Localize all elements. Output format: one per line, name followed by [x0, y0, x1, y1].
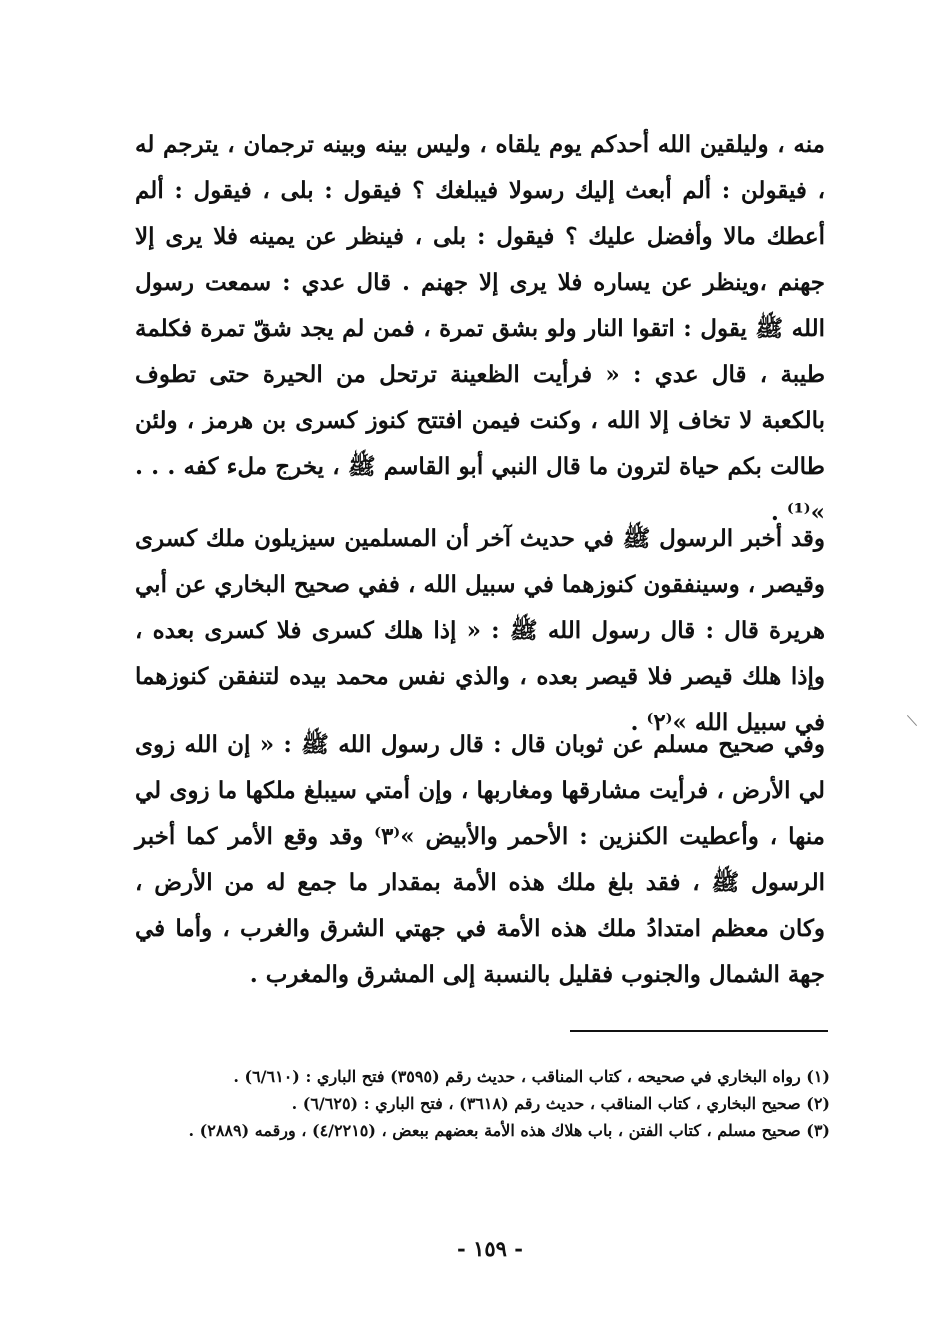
footnote-2: (٢) صحيح البخاري ، كتاب المناقب ، حديث رقم (٣٦١٨) ، فتح الباري : (٦/٦٢٥) . — [291, 1094, 830, 1113]
footnotes — [150, 1063, 830, 1144]
footnote-separator — [570, 1030, 828, 1032]
body-paragraph-1: منه ، وليلقين الله أحدكم يوم يلقاه ، وليس بينه وبينه ترجمان ، يترجم له ، فيقولن : ألم أبعث إليك رسولا فيبلغك ؟ فيقول : بلى ، فيقول : ألم أعطك مالا وأفضل عليك ؟ فيقول : بلى ، فينظر عن يمينه فلا يرى إلا جهنم ،وينظر عن يساره فلا يرى إلا جهنم . قال عدي : سمعت رسول الله ﷺ يقول : اتقوا النار ولو بشق تمرة ، فمن لم يجد شقّ تمرة فكلمة طيبة ، قال عدي : « فرأيت الظعينة ترتحل من الحيرة حتى تطوف بالكعبة لا تخاف إلا الله ، وكنت فيمن افتتح كنوز كسرى بن هرمز ، ولئن طالت بكم حياة لترون ما قال النبي أبو القاسم ﷺ ، يخرج ملء كفه . . . »⁽¹⁾ . — [135, 131, 825, 526]
margin-scan-mark — [907, 715, 917, 726]
footnote-3: (٣) صحيح مسلم ، كتاب الفتن ، باب هلاك هذه الأمة بعضهم ببعض ، (٤/٢٢١٥) ، ورقمه (٢٨٨٩) . — [188, 1121, 830, 1140]
body-paragraph-3: وفي صحيح مسلم عن ثوبان قال : قال رسول الله ﷺ : « إن الله زوى لي الأرض ، فرأيت مشارقها ومغاربها ، وإن أمتي سيبلغ ملكها ما زوى لي منها ، وأعطيت الكنزين : الأحمر والأبيض »⁽٣⁾ وقد وقع الأمر كما أخبر الرسول ﷺ ، فقد بلغ ملك هذه الأمة بمقدار ما جمع له من الأرض ، وكان معظم امتدادُ ملك هذه الأمة في جهتي الشرق والغرب ، وأما في جهة الشمال والجنوب فقليل بالنسبة إلى المشرق والمغرب . — [135, 731, 825, 988]
body-paragraph-2: وقد أخبر الرسول ﷺ في حديث آخر أن المسلمين سيزيلون ملك كسرى وقيصر ، وسينفقون كنوزهما في سبيل الله ، ففي صحيح البخاري عن أبي هريرة قال : قال رسول الله ﷺ : « إذا هلك كسرى فلا كسرى بعده ، وإذا هلك قيصر فلا قيصر بعده ، والذي نفس محمد بيده لتنفقن كنوزهما في سبيل الله »⁽٢⁾ . — [135, 525, 825, 736]
footnote-1: (١) رواه البخاري في صحيحه ، كتاب المناقب ، حديث رقم (٣٥٩٥) فتح الباري : (٦/٦١٠) . — [233, 1067, 830, 1086]
page-number: - ١٥٩ - — [457, 1236, 523, 1261]
